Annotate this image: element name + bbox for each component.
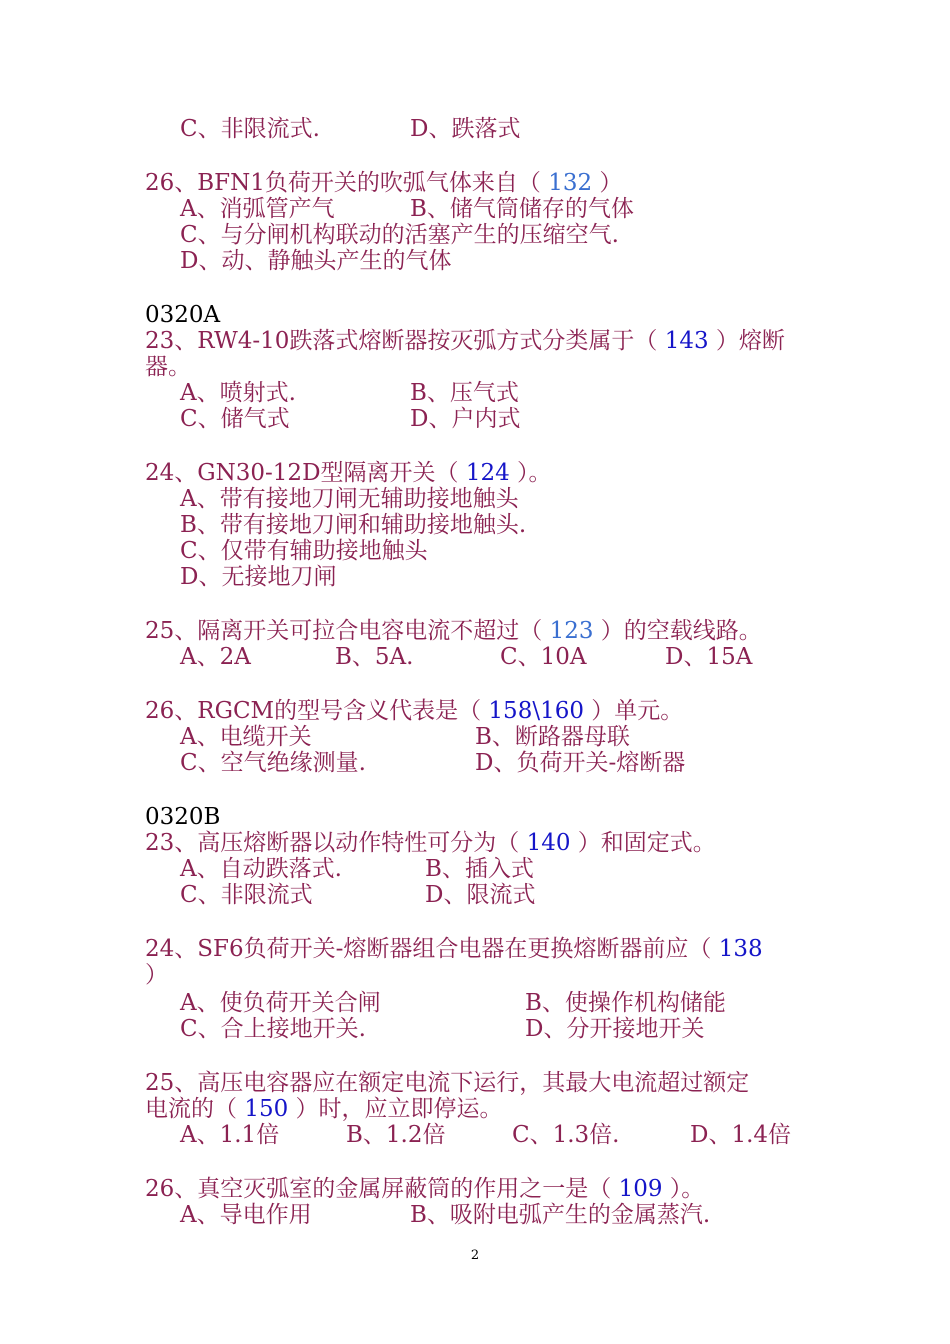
question-text: 24、SF6负荷开关-熔断器组合电器在更换熔断器前应（ 138 bbox=[145, 936, 763, 962]
answer-number: 143 bbox=[664, 328, 709, 354]
options-row bbox=[145, 1122, 825, 1148]
question-text: 26、真空灭弧室的金属屏蔽筒的作用之一是（ 109 ）。 bbox=[145, 1176, 705, 1202]
options-row bbox=[145, 724, 825, 750]
option-a: A、2A bbox=[180, 644, 251, 670]
option-d: D、无接地刀闸 bbox=[180, 564, 337, 590]
option-b: B、断路器母联 bbox=[475, 724, 630, 750]
option-a: A、消弧管产气 bbox=[180, 196, 335, 222]
answer-number: 138 bbox=[718, 936, 763, 962]
options-row bbox=[145, 1016, 825, 1042]
option-c: C、非限流式 bbox=[180, 882, 313, 908]
option-c: C、储气式 bbox=[180, 406, 290, 432]
option-b: B、吸附电弧产生的金属蒸汽. bbox=[410, 1202, 711, 1228]
option-c: C、合上接地开关. bbox=[180, 1016, 366, 1042]
option-d: D、户内式 bbox=[410, 406, 521, 432]
option-b: B、压气式 bbox=[410, 380, 519, 406]
options-row bbox=[145, 380, 825, 406]
option-c: C、非限流式. bbox=[180, 116, 320, 142]
options-row bbox=[145, 116, 825, 142]
option-a: A、1.1倍 bbox=[180, 1122, 280, 1148]
option-a: A、带有接地刀闸无辅助接地触头 bbox=[180, 486, 519, 512]
question-text: 25、隔离开关可拉合电容电流不超过（ 123 ）的空载线路。 bbox=[145, 618, 762, 644]
options-row bbox=[145, 882, 825, 908]
option-d: D、动、静触头产生的气体 bbox=[180, 248, 452, 274]
option-d: D、15A bbox=[665, 644, 753, 670]
option-b: B、插入式 bbox=[425, 856, 534, 882]
option-d: D、1.4倍 bbox=[690, 1122, 792, 1148]
option-c: C、10A bbox=[500, 644, 587, 670]
option-a: A、导电作用 bbox=[180, 1202, 312, 1228]
option-a: A、喷射式. bbox=[180, 380, 296, 406]
answer-number: 124 bbox=[465, 460, 510, 486]
option-a: A、电缆开关 bbox=[180, 724, 312, 750]
question-text: 24、GN30-12D型隔离开关（ 124 ）。 bbox=[145, 460, 552, 486]
answer-number: 150 bbox=[244, 1096, 289, 1122]
option-a: A、使负荷开关合闸 bbox=[180, 990, 381, 1016]
option-c: C、空气绝缘测量. bbox=[180, 750, 366, 776]
option-b: B、使操作机构储能 bbox=[525, 990, 726, 1016]
options-row bbox=[145, 406, 825, 432]
options-row bbox=[145, 990, 825, 1016]
question-text: 26、RGCM的型号含义代表是（ 158\160 ）单元。 bbox=[145, 698, 684, 724]
option-c: C、与分闸机构联动的活塞产生的压缩空气. bbox=[180, 222, 619, 248]
question-text: 23、高压熔断器以动作特性可分为（ 140 ）和固定式。 bbox=[145, 830, 716, 856]
options-row bbox=[145, 196, 825, 222]
page-number: 2 bbox=[470, 1248, 480, 1263]
option-d: D、跌落式 bbox=[410, 116, 521, 142]
option-d: D、分开接地开关 bbox=[525, 1016, 705, 1042]
options-row bbox=[145, 1202, 825, 1228]
section-heading: 0320A bbox=[145, 302, 221, 328]
options-row bbox=[145, 750, 825, 776]
answer-number: 109 bbox=[618, 1176, 663, 1202]
answer-number: 158\160 bbox=[488, 698, 584, 724]
answer-number: 123 bbox=[549, 618, 594, 644]
answer-number: 140 bbox=[526, 830, 571, 856]
option-d: D、限流式 bbox=[425, 882, 536, 908]
option-c: C、1.3倍. bbox=[512, 1122, 620, 1148]
option-b: B、储气筒储存的气体 bbox=[410, 196, 634, 222]
question-text: 26、BFN1负荷开关的吹弧气体来自（ 132 ） bbox=[145, 170, 623, 196]
question-continuation: 电流的（ 150 ）时，应立即停运。 bbox=[145, 1096, 503, 1122]
answer-number: 132 bbox=[548, 170, 593, 196]
option-c: C、仅带有辅助接地触头 bbox=[180, 538, 428, 564]
section-heading: 0320B bbox=[145, 804, 221, 830]
question-text: 23、RW4-10跌落式熔断器按灭弧方式分类属于（ 143 ）熔断 bbox=[145, 328, 785, 354]
options-row bbox=[145, 856, 825, 882]
document-body bbox=[145, 112, 825, 1228]
question-continuation: 器。 bbox=[145, 354, 191, 380]
question-continuation: ） bbox=[145, 962, 168, 988]
option-b: B、带有接地刀闸和辅助接地触头. bbox=[180, 512, 527, 538]
options-row bbox=[145, 644, 825, 670]
option-b: B、5A. bbox=[335, 644, 414, 670]
option-b: B、1.2倍 bbox=[346, 1122, 446, 1148]
option-d: D、负荷开关-熔断器 bbox=[475, 750, 686, 776]
question-text: 25、高压电容器应在额定电流下运行，其最大电流超过额定 bbox=[145, 1070, 750, 1096]
option-a: A、自动跌落式. bbox=[180, 856, 342, 882]
